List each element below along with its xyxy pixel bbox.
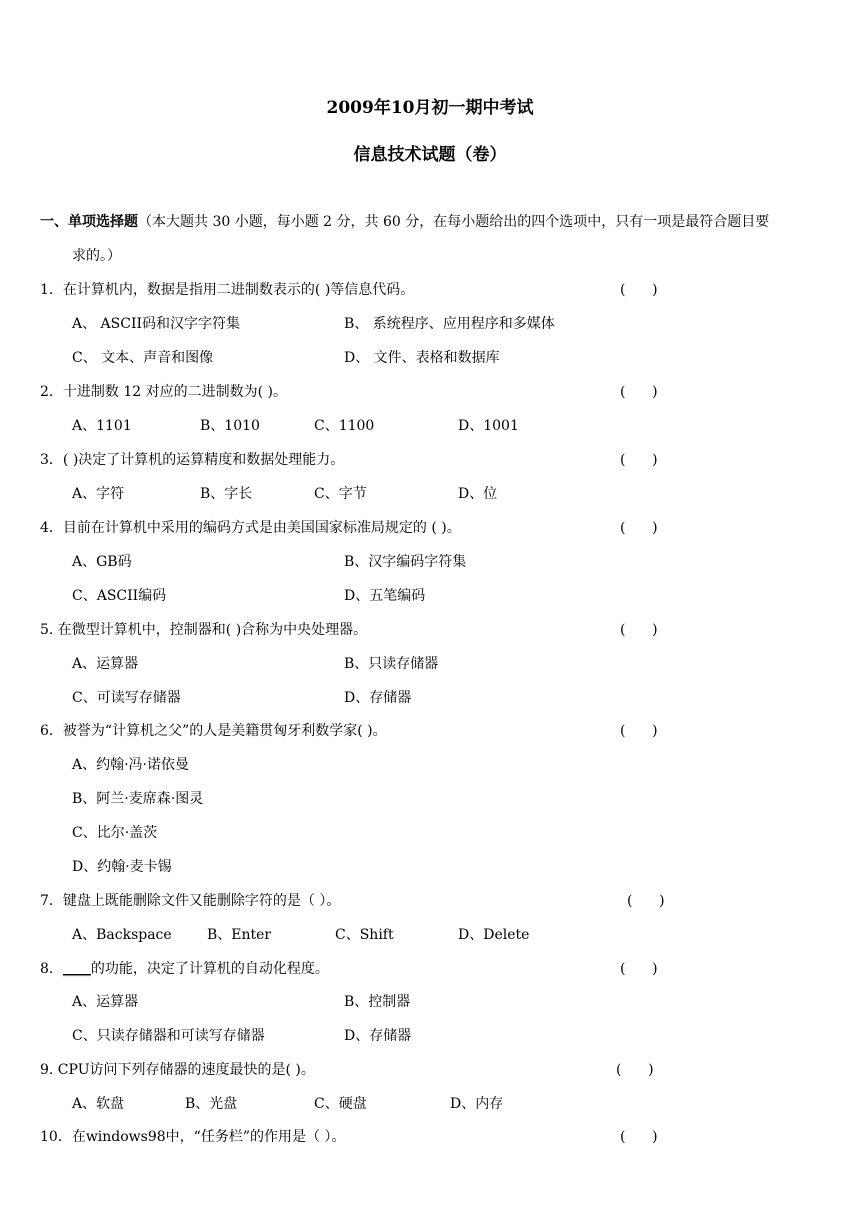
q4-option-a: A、GB码 (72, 554, 132, 570)
answer-paren-9: ( ) (616, 1062, 654, 1078)
q2-option-b: B、1010 (200, 418, 260, 434)
q3-option-d: D、位 (458, 486, 498, 502)
answer-paren-4: ( ) (620, 520, 658, 536)
q8-option-b: B、控制器 (344, 994, 411, 1010)
q5-option-b: B、只读存储器 (344, 656, 439, 672)
section-heading (40, 212, 769, 232)
q6-option-a: A、约翰·冯·诺依曼 (72, 757, 190, 773)
section-title: 单项选择题 (68, 214, 138, 230)
q8-option-c: C、只读存储器和可读写存储器 (72, 1028, 265, 1044)
question-3: 3．( )决定了计算机的运算精度和数据处理能力。 (40, 452, 345, 468)
q1-option-a: A、 ASCII码和汉字字符集 (72, 316, 241, 332)
section-instructions: （本大题共 30 小题，每小题 2 分，共 60 分，在每小题给出的四个选项中，只有一项是最符合题目要 (138, 214, 770, 230)
question-8-text: 的功能，决定了计算机的自动化程度。 (90, 961, 329, 977)
q6-option-c: C、比尔·盖茨 (72, 825, 158, 841)
question-2: 2．十进制数 12 对应的二进制数为( )。 (40, 384, 287, 400)
q5-option-c: C、可读写存储器 (72, 690, 181, 706)
question-10: 10．在windows98中，“任务栏”的作用是（ ）。 (40, 1129, 346, 1145)
q6-option-b: B、阿兰·麦席森·图灵 (72, 791, 204, 807)
question-5: 5. 在微型计算机中，控制器和( )合称为中央处理器。 (40, 622, 368, 638)
q6-option-d: D、约翰·麦卡锡 (72, 859, 172, 875)
q5-option-d: D、存储器 (344, 690, 412, 706)
answer-paren-10: ( ) (620, 1129, 658, 1145)
exam-title: 2009年10月初一期中考试 (326, 98, 534, 118)
answer-paren-7: ( ) (627, 893, 665, 909)
question-6: 6．被誉为“计算机之父”的人是美籍贯匈牙利数学家( )。 (40, 723, 387, 739)
question-9: 9. CPU访问下列存储器的速度最快的是( )。 (40, 1062, 315, 1078)
answer-paren-6: ( ) (620, 723, 658, 739)
question-8-number: 8． (40, 961, 63, 977)
q1-option-d: D、 文件、表格和数据库 (344, 350, 500, 366)
q2-option-c: C、1100 (314, 418, 375, 434)
question-4: 4．目前在计算机中采用的编码方式是由美国国家标准局规定的 ( )。 (40, 520, 461, 536)
q5-option-a: A、运算器 (72, 656, 139, 672)
q9-option-b: B、光盘 (185, 1096, 238, 1112)
q7-option-a: A、Backspace (72, 927, 172, 943)
q9-option-c: C、硬盘 (314, 1096, 367, 1112)
q7-option-d: D、Delete (458, 927, 530, 943)
question-1: 1．在计算机内，数据是指用二进制数表示的( )等信息代码。 (40, 282, 415, 298)
exam-subtitle: 信息技术试题（卷） (353, 145, 507, 165)
answer-paren-8: ( ) (620, 961, 658, 977)
q4-option-d: D、五笔编码 (344, 588, 426, 604)
answer-paren-5: ( ) (620, 622, 658, 638)
q8-option-a: A、运算器 (72, 994, 139, 1010)
q3-option-b: B、字长 (200, 486, 253, 502)
section-instructions-cont: 求的。） (72, 248, 121, 264)
q9-option-d: D、内存 (450, 1096, 504, 1112)
question-7: 7．键盘上既能删除文件又能删除字符的是（ ）。 (40, 893, 341, 909)
answer-paren-2: ( ) (620, 384, 658, 400)
q4-option-c: C、ASCII编码 (72, 588, 167, 604)
q8-option-d: D、存储器 (344, 1028, 412, 1044)
q9-option-a: A、软盘 (72, 1096, 125, 1112)
q4-option-b: B、汉字编码字符集 (344, 554, 467, 570)
q7-option-b: B、Enter (207, 927, 272, 943)
q7-option-c: C、Shift (335, 927, 394, 943)
answer-paren-1: ( ) (620, 282, 658, 298)
q1-option-b: B、 系统程序、应用程序和多媒体 (344, 316, 555, 332)
q2-option-a: A、1101 (72, 418, 132, 434)
q2-option-d: D、1001 (458, 418, 519, 434)
question-8 (40, 959, 329, 979)
q1-option-c: C、 文本、声音和图像 (72, 350, 214, 366)
section-number: 一、 (40, 214, 68, 230)
q3-option-c: C、字节 (314, 486, 367, 502)
q3-option-a: A、字符 (72, 486, 125, 502)
question-8-blank: ____ (62, 961, 91, 977)
answer-paren-3: ( ) (620, 452, 658, 468)
